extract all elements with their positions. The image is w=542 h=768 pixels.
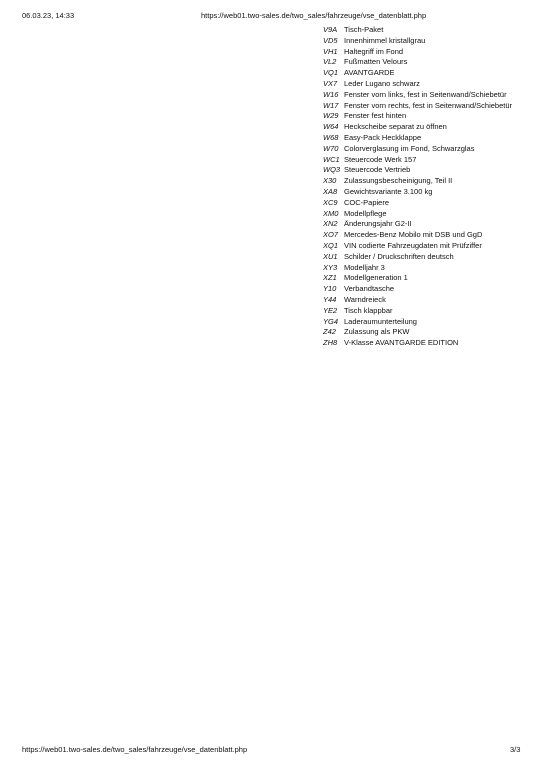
list-item bbox=[323, 133, 523, 143]
option-code: XM0 bbox=[323, 208, 339, 218]
option-code: VD5 bbox=[323, 35, 338, 45]
option-description: Fußmatten Velours bbox=[344, 57, 408, 67]
list-item bbox=[323, 241, 523, 251]
list-item bbox=[323, 111, 523, 121]
option-code: X30 bbox=[323, 176, 337, 186]
option-code: VQ1 bbox=[323, 68, 339, 78]
list-item bbox=[323, 230, 523, 240]
option-description: Heckscheibe separat zu öffnen bbox=[344, 122, 447, 132]
option-code: XY3 bbox=[323, 262, 338, 272]
list-item bbox=[323, 317, 523, 327]
option-description: Steuercode Vertrieb bbox=[344, 165, 411, 175]
list-item bbox=[323, 79, 523, 89]
list-item bbox=[323, 57, 523, 67]
option-description: Fenster vorn rechts, fest in Seitenwand/Schiebetür bbox=[344, 100, 513, 110]
option-description: Steuercode Werk 157 bbox=[344, 154, 417, 164]
list-item bbox=[323, 25, 523, 35]
list-item bbox=[323, 187, 523, 197]
option-code: Y10 bbox=[323, 284, 337, 294]
list-item bbox=[323, 144, 523, 154]
list-item bbox=[323, 122, 523, 132]
option-code: VH1 bbox=[323, 46, 338, 56]
list-item bbox=[323, 295, 523, 305]
list-item bbox=[323, 273, 523, 283]
list-item bbox=[323, 219, 523, 229]
equipment-options-list bbox=[323, 25, 523, 349]
option-description: Verbandtasche bbox=[344, 284, 395, 294]
option-code: W16 bbox=[323, 89, 339, 99]
option-description: Warndreieck bbox=[344, 294, 386, 304]
list-item bbox=[323, 327, 523, 337]
option-code: XZ1 bbox=[323, 273, 337, 283]
option-description: Tisch klappbar bbox=[344, 305, 393, 315]
list-item bbox=[323, 68, 523, 78]
option-description: Haltegriff im Fond bbox=[344, 46, 404, 56]
option-code: W17 bbox=[323, 100, 339, 110]
option-description: Zulassungsbescheinigung, Teil II bbox=[344, 176, 453, 186]
option-description: Schilder / Druckschriften deutsch bbox=[344, 251, 454, 261]
option-description: V-Klasse AVANTGARDE EDITION bbox=[344, 338, 459, 348]
list-item bbox=[323, 338, 523, 348]
list-item bbox=[323, 263, 523, 273]
option-description: Änderungsjahr G2-II bbox=[344, 219, 412, 229]
option-description: COC-Papiere bbox=[344, 197, 390, 207]
list-item bbox=[323, 155, 523, 165]
list-item bbox=[323, 198, 523, 208]
option-description: Gewichtsvariante 3.100 kg bbox=[344, 186, 433, 196]
option-description: Modellgeneration 1 bbox=[344, 273, 408, 283]
option-description: AVANTGARDE bbox=[344, 68, 395, 78]
option-description: Colorverglasung im Fond, Schwarzglas bbox=[344, 143, 475, 153]
option-code: XC9 bbox=[323, 197, 338, 207]
option-code: WC1 bbox=[323, 154, 340, 164]
list-item bbox=[323, 36, 523, 46]
option-description: Modellpflege bbox=[344, 208, 387, 218]
page-number: 3/3 bbox=[510, 745, 521, 754]
option-code: W68 bbox=[323, 132, 339, 142]
option-code: V9A bbox=[323, 25, 338, 34]
option-description: Mercedes-Benz Mobilo mit DSB und GgD bbox=[344, 230, 483, 240]
option-description: Fenster vorn links, fest in Seitenwand/Schiebetür bbox=[344, 89, 507, 99]
option-code: ZH8 bbox=[323, 338, 338, 348]
list-item bbox=[323, 209, 523, 219]
option-description: Innenhimmel kristallgrau bbox=[344, 35, 426, 45]
option-code: XQ1 bbox=[323, 240, 339, 250]
option-description: Leder Lugano schwarz bbox=[344, 78, 420, 88]
print-header-url: https://web01.two-sales.de/two_sales/fahrzeuge/vse_datenblatt.php bbox=[201, 11, 427, 20]
list-item bbox=[323, 306, 523, 316]
option-code: YE2 bbox=[323, 305, 338, 315]
option-code: VX7 bbox=[323, 78, 338, 88]
list-item bbox=[323, 165, 523, 175]
option-code: WQ3 bbox=[323, 165, 341, 175]
option-code: Y44 bbox=[323, 294, 337, 304]
list-item bbox=[323, 90, 523, 100]
option-code: YG4 bbox=[323, 316, 339, 326]
option-code: VL2 bbox=[323, 57, 337, 67]
list-item bbox=[323, 284, 523, 294]
print-footer-url: https://web01.two-sales.de/two_sales/fahrzeuge/vse_datenblatt.php bbox=[22, 745, 248, 754]
option-description: Modelljahr 3 bbox=[344, 262, 385, 272]
option-description: Zulassung als PKW bbox=[344, 327, 410, 337]
option-code: W70 bbox=[323, 143, 339, 153]
option-code: W29 bbox=[323, 111, 339, 121]
option-code: XA8 bbox=[323, 186, 338, 196]
option-description: Easy-Pack Heckklappe bbox=[344, 132, 422, 142]
option-description: Tisch-Paket bbox=[344, 25, 384, 34]
option-code: XO7 bbox=[323, 230, 339, 240]
option-description: Fenster fest hinten bbox=[344, 111, 407, 121]
option-code: W64 bbox=[323, 122, 339, 132]
option-code: XU1 bbox=[323, 251, 338, 261]
option-code: XN2 bbox=[323, 219, 338, 229]
print-datetime: 06.03.23, 14:33 bbox=[22, 11, 75, 20]
list-item bbox=[323, 252, 523, 262]
option-description: Laderaumunterteilung bbox=[344, 316, 417, 326]
list-item bbox=[323, 101, 523, 111]
list-item bbox=[323, 47, 523, 57]
list-item bbox=[323, 176, 523, 186]
option-description: VIN codierte Fahrzeugdaten mit Prüfziffer bbox=[344, 240, 482, 250]
option-code: Z42 bbox=[323, 327, 336, 337]
